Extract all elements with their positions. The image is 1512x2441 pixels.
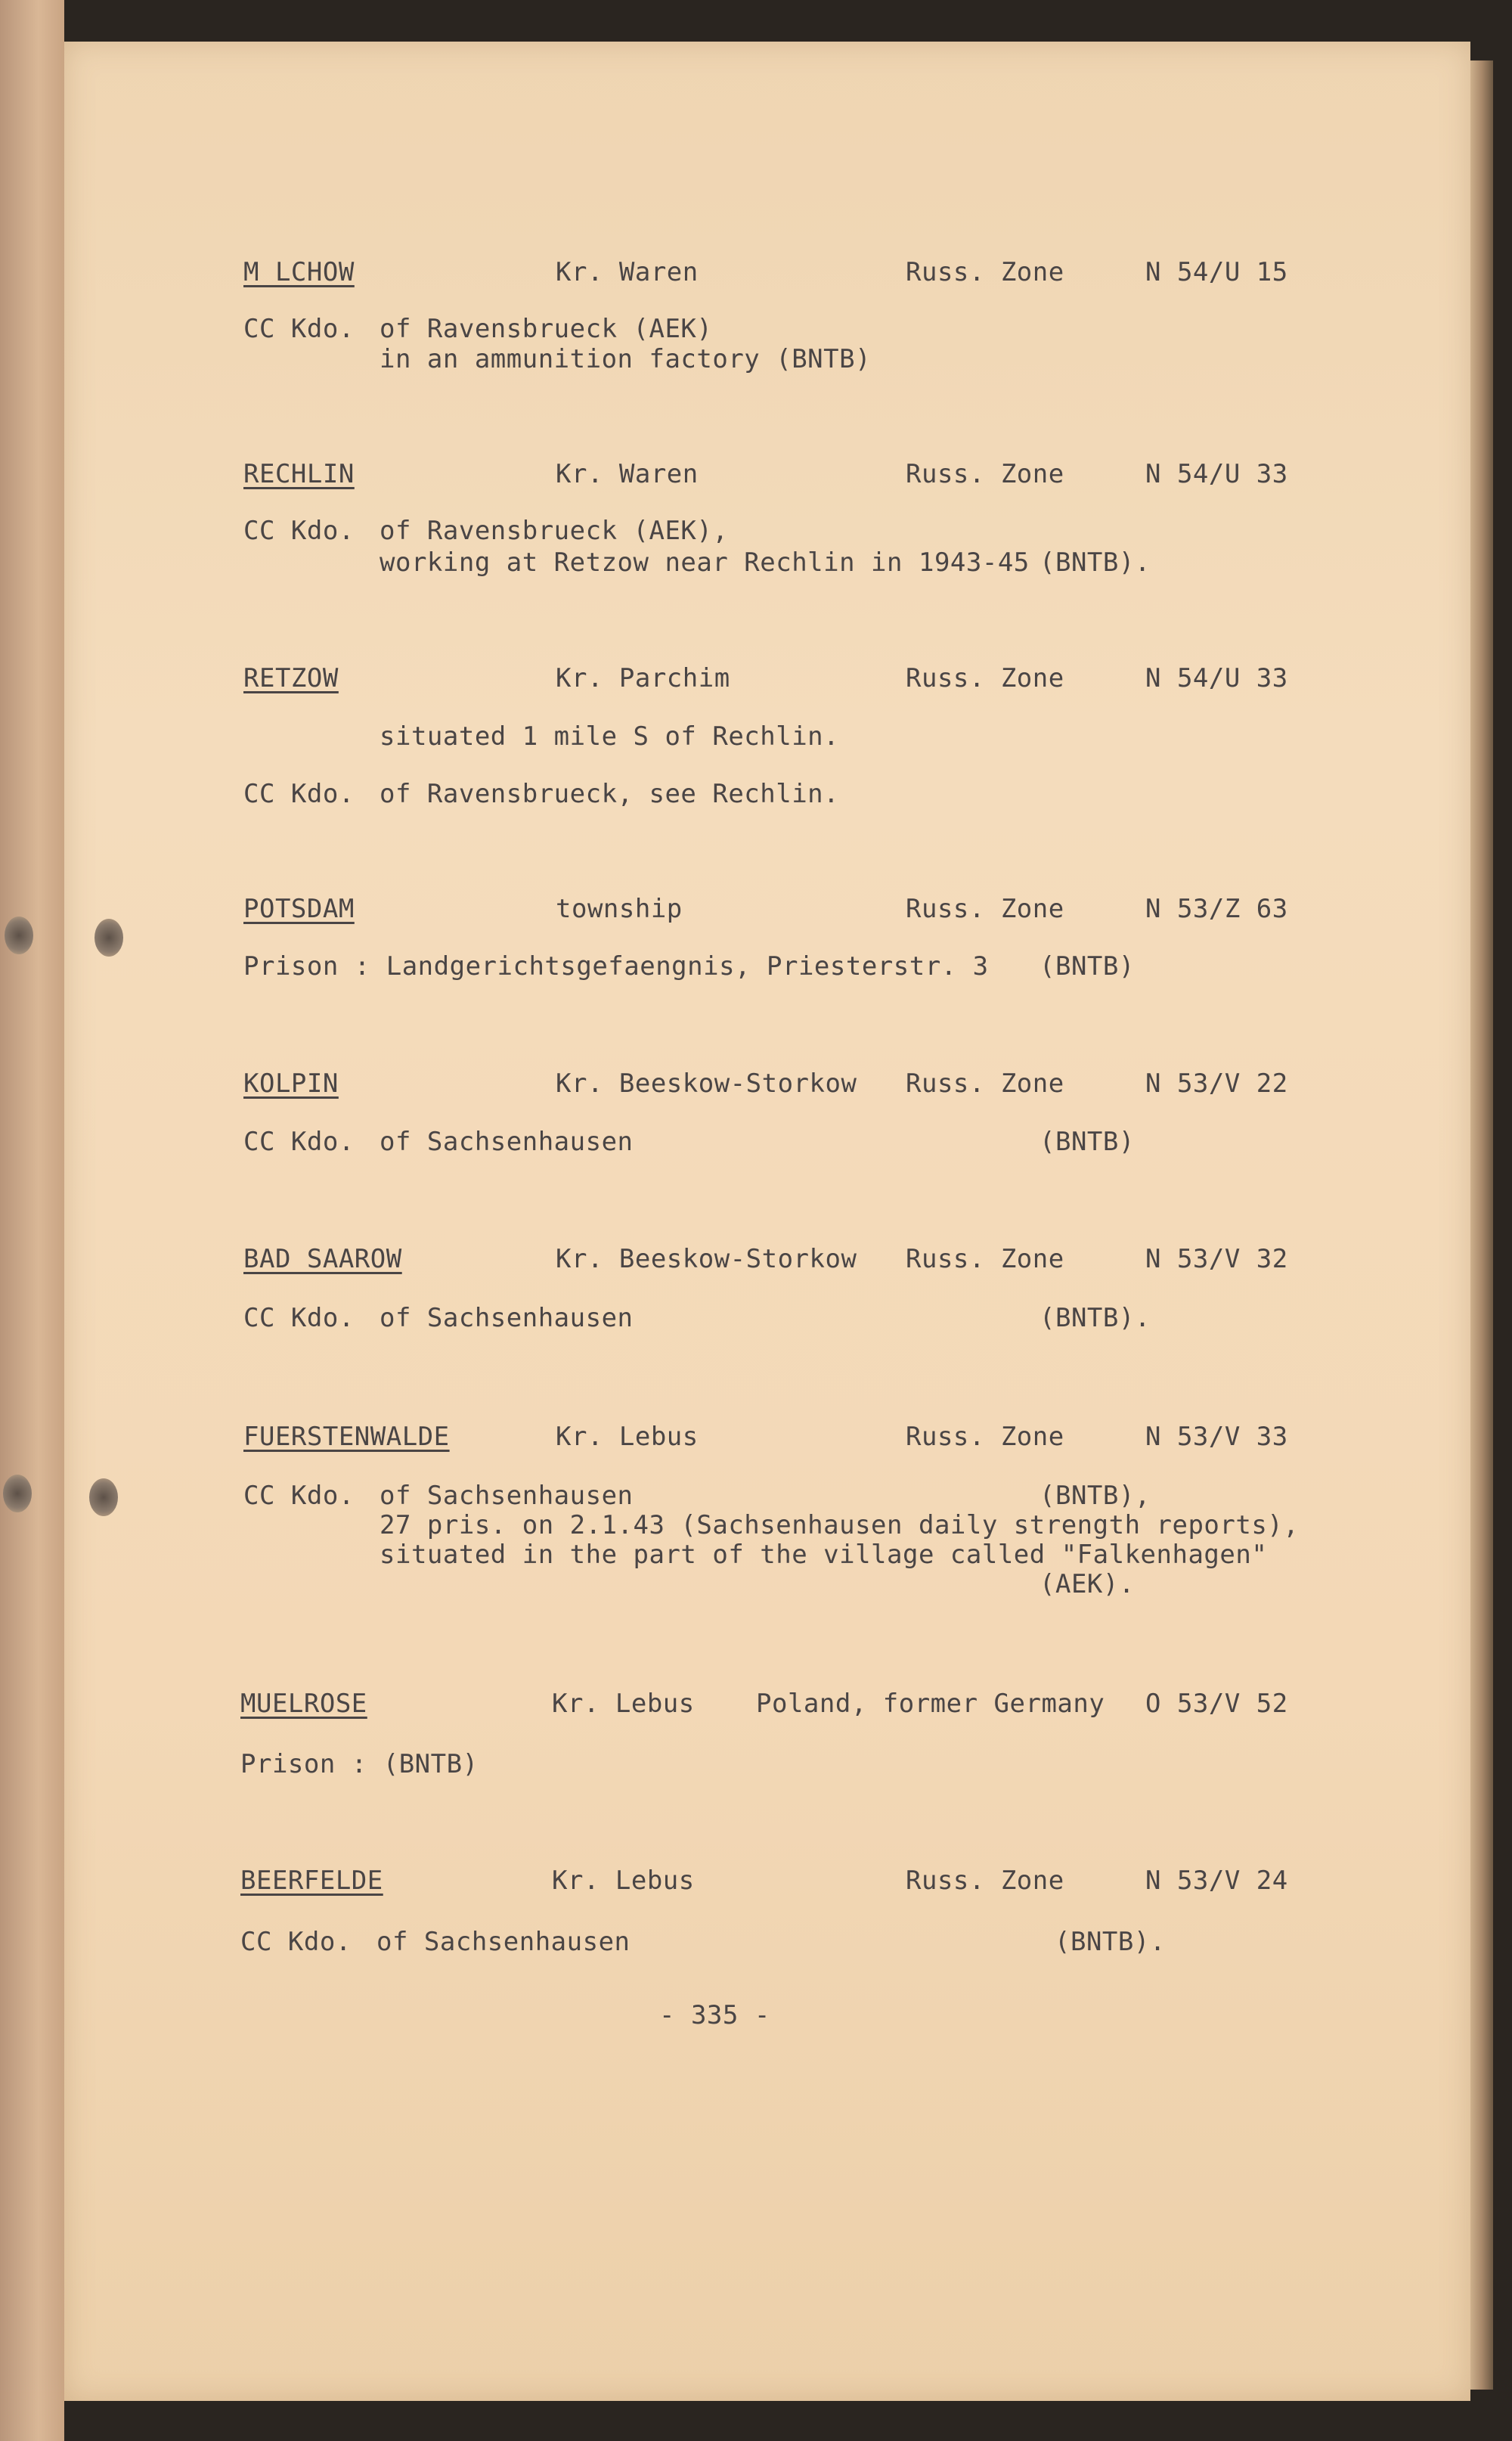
grid-ref: N 53/Z 63 (1145, 894, 1288, 924)
page-number: - 335 - (659, 2000, 770, 2030)
entry-type: CC Kdo. (243, 779, 355, 809)
document-page (64, 42, 1470, 2401)
place-name: M LCHOW (243, 257, 355, 287)
punch-hole (89, 1478, 118, 1516)
grid-ref: O 53/V 52 (1145, 1689, 1288, 1719)
zone: Russ. Zone (906, 1244, 1064, 1274)
place-name: RECHLIN (243, 459, 355, 489)
entry-text: Prison : (BNTB) (240, 1749, 479, 1779)
source-ref: (BNTB) (1040, 951, 1135, 982)
zone: Russ. Zone (906, 459, 1064, 489)
grid-ref: N 54/U 33 (1145, 459, 1288, 489)
district: Kr. Lebus (552, 1689, 695, 1719)
page-stack-edge (1470, 60, 1493, 2390)
place-name: FUERSTENWALDE (243, 1422, 450, 1452)
district: Kr. Waren (556, 257, 699, 287)
punch-hole (5, 917, 33, 954)
place-name: RETZOW (243, 663, 339, 693)
zone: Russ. Zone (906, 1422, 1064, 1452)
entry-text: situated in the part of the village called "Falkenhagen" (380, 1540, 1268, 1570)
district: Kr. Beeskow-Storkow (556, 1069, 857, 1099)
entry-text: of Sachsenhausen (376, 1927, 631, 1957)
entry-text: in an ammunition factory (BNTB) (380, 344, 872, 374)
source-ref: (BNTB) (1040, 1127, 1135, 1157)
district: township (556, 894, 683, 924)
grid-ref: N 54/U 33 (1145, 663, 1288, 693)
grid-ref: N 54/U 15 (1145, 257, 1288, 287)
entry-text: 27 pris. on 2.1.43 (Sachsenhausen daily strength reports), (380, 1510, 1300, 1540)
district: Kr. Waren (556, 459, 699, 489)
place-name: MUELROSE (240, 1689, 367, 1719)
entry-type: CC Kdo. (243, 1481, 355, 1511)
entry-type: CC Kdo. (243, 314, 355, 344)
zone: Russ. Zone (906, 257, 1064, 287)
source-ref: (BNTB), (1040, 1481, 1151, 1511)
grid-ref: N 53/V 33 (1145, 1422, 1288, 1452)
place-name: BEERFELDE (240, 1866, 383, 1896)
entry-type: CC Kdo. (240, 1927, 352, 1957)
entry-text: working at Retzow near Rechlin in 1943-45 (380, 547, 1030, 578)
entry-type: CC Kdo. (243, 1303, 355, 1333)
source-ref: (AEK). (1040, 1569, 1135, 1599)
entry-text: of Ravensbrueck, see Rechlin. (380, 779, 840, 809)
place-name: KOLPIN (243, 1069, 339, 1099)
zone: Russ. Zone (906, 663, 1064, 693)
entry-text: of Ravensbrueck (AEK), (380, 516, 729, 546)
place-name: BAD SAAROW (243, 1244, 402, 1274)
grid-ref: N 53/V 24 (1145, 1866, 1288, 1896)
zone: Russ. Zone (906, 894, 1064, 924)
entry-text: of Sachsenhausen (380, 1127, 634, 1157)
entry-text: situated 1 mile S of Rechlin. (380, 721, 840, 752)
source-ref: (BNTB). (1055, 1927, 1166, 1957)
zone: Poland, former Germany (756, 1689, 1105, 1719)
grid-ref: N 53/V 32 (1145, 1244, 1288, 1274)
grid-ref: N 53/V 22 (1145, 1069, 1288, 1099)
entry-text: of Sachsenhausen (380, 1481, 634, 1511)
source-ref: (BNTB). (1040, 1303, 1151, 1333)
punch-hole (3, 1475, 32, 1512)
district: Kr. Lebus (556, 1422, 699, 1452)
punch-hole (94, 919, 123, 957)
entry-text: Prison : Landgerichtsgefaengnis, Priesterstr. 3 (243, 951, 989, 982)
facing-page-edge (0, 0, 64, 2441)
place-name: POTSDAM (243, 894, 355, 924)
source-ref: (BNTB). (1040, 547, 1151, 578)
entry-text: of Ravensbrueck (AEK) (380, 314, 713, 344)
district: Kr. Beeskow-Storkow (556, 1244, 857, 1274)
entry-type: CC Kdo. (243, 1127, 355, 1157)
entry-text: of Sachsenhausen (380, 1303, 634, 1333)
entry-type: CC Kdo. (243, 516, 355, 546)
district: Kr. Parchim (556, 663, 730, 693)
district: Kr. Lebus (552, 1866, 695, 1896)
zone: Russ. Zone (906, 1069, 1064, 1099)
zone: Russ. Zone (906, 1866, 1064, 1896)
